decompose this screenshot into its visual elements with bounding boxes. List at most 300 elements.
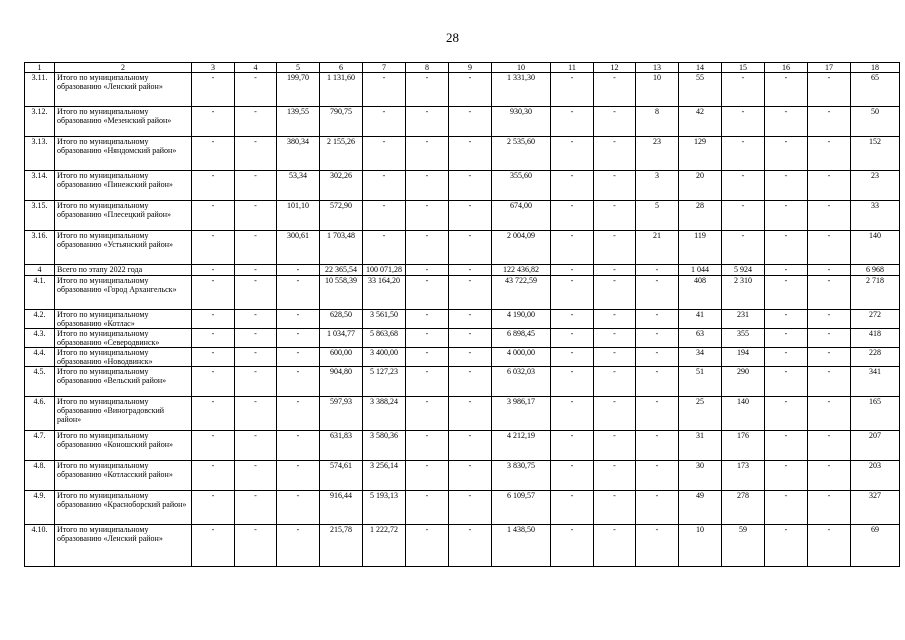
- table-cell: 278: [722, 491, 765, 525]
- table-cell: 3 830,75: [492, 461, 551, 491]
- table-cell: -: [765, 201, 808, 231]
- table-cell: 2 310: [722, 276, 765, 310]
- table-cell: -: [551, 107, 594, 137]
- table-cell: -: [192, 276, 235, 310]
- table-cell: 63: [679, 329, 722, 348]
- table-cell: 302,26: [320, 171, 363, 201]
- table-cell: 100 071,28: [363, 265, 406, 276]
- table-cell: -: [406, 431, 449, 461]
- table-cell: -: [551, 348, 594, 367]
- table-cell: -: [594, 73, 636, 107]
- table-cell: 43 722,59: [492, 276, 551, 310]
- table-cell: -: [406, 367, 449, 397]
- table-row: [25, 329, 900, 348]
- table-row: [25, 73, 900, 107]
- table-cell: -: [192, 397, 235, 431]
- table-cell: 327: [851, 491, 900, 525]
- table-cell: 3 400,00: [363, 348, 406, 367]
- table-cell: -: [192, 431, 235, 461]
- table-cell: -: [551, 265, 594, 276]
- row-number-cell: 3.14.: [25, 171, 55, 201]
- table-cell: 55: [679, 73, 722, 107]
- table-cell: -: [722, 137, 765, 171]
- table-cell: -: [449, 525, 492, 567]
- table-cell: -: [235, 461, 277, 491]
- table-cell: 3: [636, 171, 679, 201]
- table-cell: -: [363, 107, 406, 137]
- table-cell: -: [277, 329, 320, 348]
- table-row: [25, 265, 900, 276]
- table-cell: 628,50: [320, 310, 363, 329]
- header-cell: 4: [235, 63, 277, 73]
- header-cell: 12: [594, 63, 636, 73]
- table-cell: -: [551, 276, 594, 310]
- table-cell: -: [551, 310, 594, 329]
- table-cell: -: [636, 431, 679, 461]
- table-cell: -: [636, 310, 679, 329]
- table-cell: -: [235, 367, 277, 397]
- table-cell: -: [765, 171, 808, 201]
- header-cell: 15: [722, 63, 765, 73]
- table-cell: -: [551, 201, 594, 231]
- row-number-cell: 4.9.: [25, 491, 55, 525]
- table-cell: -: [636, 491, 679, 525]
- row-number-cell: 4.3.: [25, 329, 55, 348]
- table-cell: 49: [679, 491, 722, 525]
- table-cell: -: [235, 265, 277, 276]
- table-cell: -: [594, 397, 636, 431]
- table-cell: -: [594, 525, 636, 567]
- row-number-cell: 3.13.: [25, 137, 55, 171]
- table-cell: -: [551, 525, 594, 567]
- table-cell: -: [235, 231, 277, 265]
- table-cell: -: [765, 231, 808, 265]
- table-cell: 5 924: [722, 265, 765, 276]
- table-cell: -: [594, 265, 636, 276]
- table-cell: 215,78: [320, 525, 363, 567]
- table-cell: -: [449, 310, 492, 329]
- header-cell: 10: [492, 63, 551, 73]
- table-cell: -: [594, 231, 636, 265]
- table-cell: 152: [851, 137, 900, 171]
- table-cell: -: [765, 461, 808, 491]
- table-cell: -: [449, 276, 492, 310]
- table-cell: -: [449, 431, 492, 461]
- table-cell: -: [406, 276, 449, 310]
- table-cell: 129: [679, 137, 722, 171]
- table-cell: -: [192, 265, 235, 276]
- table-cell: -: [277, 310, 320, 329]
- table-cell: 930,30: [492, 107, 551, 137]
- header-cell: 8: [406, 63, 449, 73]
- table-cell: -: [594, 431, 636, 461]
- table-cell: -: [192, 310, 235, 329]
- table-cell: -: [192, 348, 235, 367]
- table-cell: -: [808, 201, 851, 231]
- table-cell: 408: [679, 276, 722, 310]
- row-name-cell: Итого по муниципальному образованию «Красноборский район»: [55, 491, 192, 525]
- row-name-cell: Итого по муниципальному образованию «Мезенский район»: [55, 107, 192, 137]
- table-cell: 140: [851, 231, 900, 265]
- table-cell: -: [192, 201, 235, 231]
- table-cell: 101,10: [277, 201, 320, 231]
- table-cell: -: [235, 171, 277, 201]
- table-cell: 23: [636, 137, 679, 171]
- header-cell: 5: [277, 63, 320, 73]
- table-cell: -: [277, 348, 320, 367]
- table-cell: -: [636, 397, 679, 431]
- header-cell: 3: [192, 63, 235, 73]
- table-cell: 418: [851, 329, 900, 348]
- table-cell: -: [722, 201, 765, 231]
- table-cell: -: [449, 171, 492, 201]
- header-cell: 13: [636, 63, 679, 73]
- table-row: [25, 107, 900, 137]
- table-cell: 5 863,68: [363, 329, 406, 348]
- table-cell: 51: [679, 367, 722, 397]
- row-number-cell: 4.6.: [25, 397, 55, 431]
- table-cell: -: [636, 348, 679, 367]
- table-cell: -: [406, 397, 449, 431]
- table-cell: -: [808, 276, 851, 310]
- table-cell: -: [449, 137, 492, 171]
- table-cell: 674,00: [492, 201, 551, 231]
- table-cell: -: [449, 329, 492, 348]
- row-name-cell: Итого по муниципальному образованию «Пинежский район»: [55, 171, 192, 201]
- table-cell: -: [406, 171, 449, 201]
- table-cell: 574,61: [320, 461, 363, 491]
- row-name-cell: Итого по муниципальному образованию «Котласский район»: [55, 461, 192, 491]
- table-row: [25, 491, 900, 525]
- table-cell: 4 190,00: [492, 310, 551, 329]
- table-cell: 203: [851, 461, 900, 491]
- table-cell: -: [722, 107, 765, 137]
- table-cell: 6 898,45: [492, 329, 551, 348]
- table-cell: 23: [851, 171, 900, 201]
- table-cell: -: [765, 137, 808, 171]
- data-table: [24, 62, 900, 567]
- table-row: [25, 137, 900, 171]
- table-cell: -: [235, 431, 277, 461]
- table-cell: 1 131,60: [320, 73, 363, 107]
- row-number-cell: 3.16.: [25, 231, 55, 265]
- table-cell: -: [594, 367, 636, 397]
- header-cell: 7: [363, 63, 406, 73]
- table-cell: -: [449, 201, 492, 231]
- table-cell: -: [765, 491, 808, 525]
- table-cell: 1 438,50: [492, 525, 551, 567]
- table-cell: -: [449, 397, 492, 431]
- row-name-cell: Итого по муниципальному образованию «Няндомский район»: [55, 137, 192, 171]
- header-cell: 11: [551, 63, 594, 73]
- table-cell: -: [449, 367, 492, 397]
- table-cell: -: [722, 231, 765, 265]
- table-cell: -: [636, 525, 679, 567]
- table-cell: 1 222,72: [363, 525, 406, 567]
- table-cell: -: [722, 73, 765, 107]
- table-cell: 53,34: [277, 171, 320, 201]
- table-cell: -: [808, 431, 851, 461]
- table-cell: 41: [679, 310, 722, 329]
- table-cell: -: [765, 276, 808, 310]
- table-cell: -: [235, 276, 277, 310]
- table-cell: -: [765, 525, 808, 567]
- table-cell: -: [406, 348, 449, 367]
- table-cell: -: [551, 231, 594, 265]
- table-cell: -: [808, 367, 851, 397]
- page-number: 28: [446, 30, 459, 45]
- table-cell: -: [594, 276, 636, 310]
- table-cell: -: [235, 107, 277, 137]
- table-cell: -: [808, 171, 851, 201]
- table-cell: 228: [851, 348, 900, 367]
- row-number-cell: 3.15.: [25, 201, 55, 231]
- table-cell: -: [406, 201, 449, 231]
- table-row: [25, 348, 900, 367]
- table-cell: 3 580,36: [363, 431, 406, 461]
- table-cell: -: [808, 397, 851, 431]
- table-row: [25, 276, 900, 310]
- table-cell: 34: [679, 348, 722, 367]
- table-cell: -: [192, 73, 235, 107]
- table-cell: -: [551, 171, 594, 201]
- table-cell: -: [449, 348, 492, 367]
- table-cell: 31: [679, 431, 722, 461]
- table-cell: 10 558,39: [320, 276, 363, 310]
- table-cell: -: [406, 73, 449, 107]
- table-cell: 6 032,03: [492, 367, 551, 397]
- table-row: [25, 231, 900, 265]
- table-cell: -: [808, 310, 851, 329]
- table-cell: -: [406, 310, 449, 329]
- table-cell: 10: [636, 73, 679, 107]
- header-cell: 2: [55, 63, 192, 73]
- table-cell: -: [406, 137, 449, 171]
- table-cell: 790,75: [320, 107, 363, 137]
- table-cell: 631,83: [320, 431, 363, 461]
- table-cell: 207: [851, 431, 900, 461]
- table-cell: -: [808, 525, 851, 567]
- table-row: [25, 397, 900, 431]
- table-cell: -: [406, 231, 449, 265]
- table-cell: -: [551, 461, 594, 491]
- table-cell: -: [594, 329, 636, 348]
- table-cell: -: [765, 431, 808, 461]
- table-cell: -: [594, 171, 636, 201]
- table-cell: 380,34: [277, 137, 320, 171]
- table-cell: -: [808, 329, 851, 348]
- table-row: [25, 171, 900, 201]
- table-cell: 341: [851, 367, 900, 397]
- header-cell: 14: [679, 63, 722, 73]
- table-cell: 122 436,82: [492, 265, 551, 276]
- table-cell: -: [235, 201, 277, 231]
- table-cell: 10: [679, 525, 722, 567]
- table-cell: -: [594, 461, 636, 491]
- table-cell: 33: [851, 201, 900, 231]
- table-cell: -: [594, 137, 636, 171]
- table-cell: -: [636, 265, 679, 276]
- table-cell: -: [277, 491, 320, 525]
- table-cell: -: [277, 276, 320, 310]
- table-cell: 165: [851, 397, 900, 431]
- table-cell: 1 034,77: [320, 329, 363, 348]
- table-cell: -: [192, 367, 235, 397]
- table-cell: -: [551, 137, 594, 171]
- table-cell: 69: [851, 525, 900, 567]
- table-row: [25, 201, 900, 231]
- table-cell: 22 365,54: [320, 265, 363, 276]
- table-cell: -: [406, 265, 449, 276]
- table-cell: -: [235, 329, 277, 348]
- table-cell: 600,00: [320, 348, 363, 367]
- table-cell: -: [277, 461, 320, 491]
- table-cell: 25: [679, 397, 722, 431]
- table-cell: -: [235, 73, 277, 107]
- table-cell: 173: [722, 461, 765, 491]
- table-cell: 1 331,30: [492, 73, 551, 107]
- table-cell: 59: [722, 525, 765, 567]
- table-cell: -: [636, 461, 679, 491]
- table-cell: 2 004,09: [492, 231, 551, 265]
- table-cell: 8: [636, 107, 679, 137]
- table-cell: 2 155,26: [320, 137, 363, 171]
- table-cell: -: [808, 73, 851, 107]
- table-row: [25, 310, 900, 329]
- table-cell: 3 388,24: [363, 397, 406, 431]
- row-name-cell: Итого по муниципальному образованию «Котлас»: [55, 310, 192, 329]
- header-cell: 17: [808, 63, 851, 73]
- table-cell: -: [235, 348, 277, 367]
- table-cell: 916,44: [320, 491, 363, 525]
- table-cell: 1 044: [679, 265, 722, 276]
- table-cell: 4 212,19: [492, 431, 551, 461]
- table-cell: 20: [679, 171, 722, 201]
- table-cell: 4 000,00: [492, 348, 551, 367]
- row-number-cell: 4.2.: [25, 310, 55, 329]
- header-cell: 16: [765, 63, 808, 73]
- header-row: [25, 63, 900, 73]
- row-name-cell: Итого по муниципальному образованию «Ленский район»: [55, 525, 192, 567]
- table-cell: 33 164,20: [363, 276, 406, 310]
- table-cell: -: [594, 310, 636, 329]
- table-cell: 42: [679, 107, 722, 137]
- table-cell: -: [449, 265, 492, 276]
- table-cell: -: [277, 525, 320, 567]
- table-cell: -: [551, 73, 594, 107]
- row-name-cell: Итого по муниципальному образованию «Город Архангельск»: [55, 276, 192, 310]
- table-cell: -: [235, 491, 277, 525]
- table-cell: 572,90: [320, 201, 363, 231]
- table-row: [25, 367, 900, 397]
- table-cell: -: [449, 461, 492, 491]
- table-cell: -: [363, 201, 406, 231]
- table-cell: 597,93: [320, 397, 363, 431]
- table-cell: -: [636, 276, 679, 310]
- row-name-cell: Итого по муниципальному образованию «Вельский район»: [55, 367, 192, 397]
- table-cell: -: [551, 367, 594, 397]
- table-cell: -: [808, 461, 851, 491]
- table-cell: 290: [722, 367, 765, 397]
- row-number-cell: 3.12.: [25, 107, 55, 137]
- table-cell: 355: [722, 329, 765, 348]
- row-name-cell: Итого по муниципальному образованию «Устьянский район»: [55, 231, 192, 265]
- table-cell: 139,55: [277, 107, 320, 137]
- table-cell: 6 109,57: [492, 491, 551, 525]
- table-cell: -: [235, 525, 277, 567]
- table-cell: -: [192, 231, 235, 265]
- row-number-cell: 4: [25, 265, 55, 276]
- table-cell: 5: [636, 201, 679, 231]
- table-cell: -: [594, 348, 636, 367]
- table-cell: -: [192, 461, 235, 491]
- row-name-cell: Итого по муниципальному образованию «Ленский район»: [55, 73, 192, 107]
- table-cell: 5 193,13: [363, 491, 406, 525]
- header-cell: 18: [851, 63, 900, 73]
- table-cell: 300,61: [277, 231, 320, 265]
- table-cell: -: [363, 231, 406, 265]
- table-cell: 5 127,23: [363, 367, 406, 397]
- table-cell: -: [449, 73, 492, 107]
- header-cell: 9: [449, 63, 492, 73]
- table-cell: -: [636, 329, 679, 348]
- table-cell: -: [765, 397, 808, 431]
- table-cell: -: [808, 491, 851, 525]
- table-cell: 65: [851, 73, 900, 107]
- table-cell: 2 535,60: [492, 137, 551, 171]
- table-cell: -: [449, 231, 492, 265]
- table-cell: 176: [722, 431, 765, 461]
- row-number-cell: 3.11.: [25, 73, 55, 107]
- table-cell: -: [808, 348, 851, 367]
- table-cell: -: [594, 107, 636, 137]
- table-cell: -: [594, 201, 636, 231]
- table-cell: -: [808, 107, 851, 137]
- table-cell: -: [406, 107, 449, 137]
- table-cell: -: [363, 137, 406, 171]
- table-cell: -: [808, 137, 851, 171]
- table-cell: -: [277, 265, 320, 276]
- table-cell: -: [277, 397, 320, 431]
- table-cell: -: [551, 491, 594, 525]
- row-number-cell: 4.8.: [25, 461, 55, 491]
- table-cell: -: [192, 171, 235, 201]
- table-cell: -: [235, 397, 277, 431]
- table-cell: 231: [722, 310, 765, 329]
- table-cell: -: [406, 491, 449, 525]
- table-cell: -: [192, 329, 235, 348]
- table-cell: 3 256,14: [363, 461, 406, 491]
- row-name-cell: Итого по муниципальному образованию «Северодвинск»: [55, 329, 192, 348]
- header-cell: 6: [320, 63, 363, 73]
- row-number-cell: 4.7.: [25, 431, 55, 461]
- table-cell: -: [765, 367, 808, 397]
- table-cell: -: [808, 265, 851, 276]
- table-cell: -: [551, 329, 594, 348]
- table-cell: -: [277, 431, 320, 461]
- table-cell: -: [765, 310, 808, 329]
- row-number-cell: 4.1.: [25, 276, 55, 310]
- table-cell: -: [277, 367, 320, 397]
- table-cell: 3 986,17: [492, 397, 551, 431]
- row-number-cell: 4.4.: [25, 348, 55, 367]
- table-cell: 28: [679, 201, 722, 231]
- row-name-cell: Итого по муниципальному образованию «Коношский район»: [55, 431, 192, 461]
- table-cell: -: [192, 137, 235, 171]
- table-row: [25, 461, 900, 491]
- table-cell: -: [722, 171, 765, 201]
- table-cell: 194: [722, 348, 765, 367]
